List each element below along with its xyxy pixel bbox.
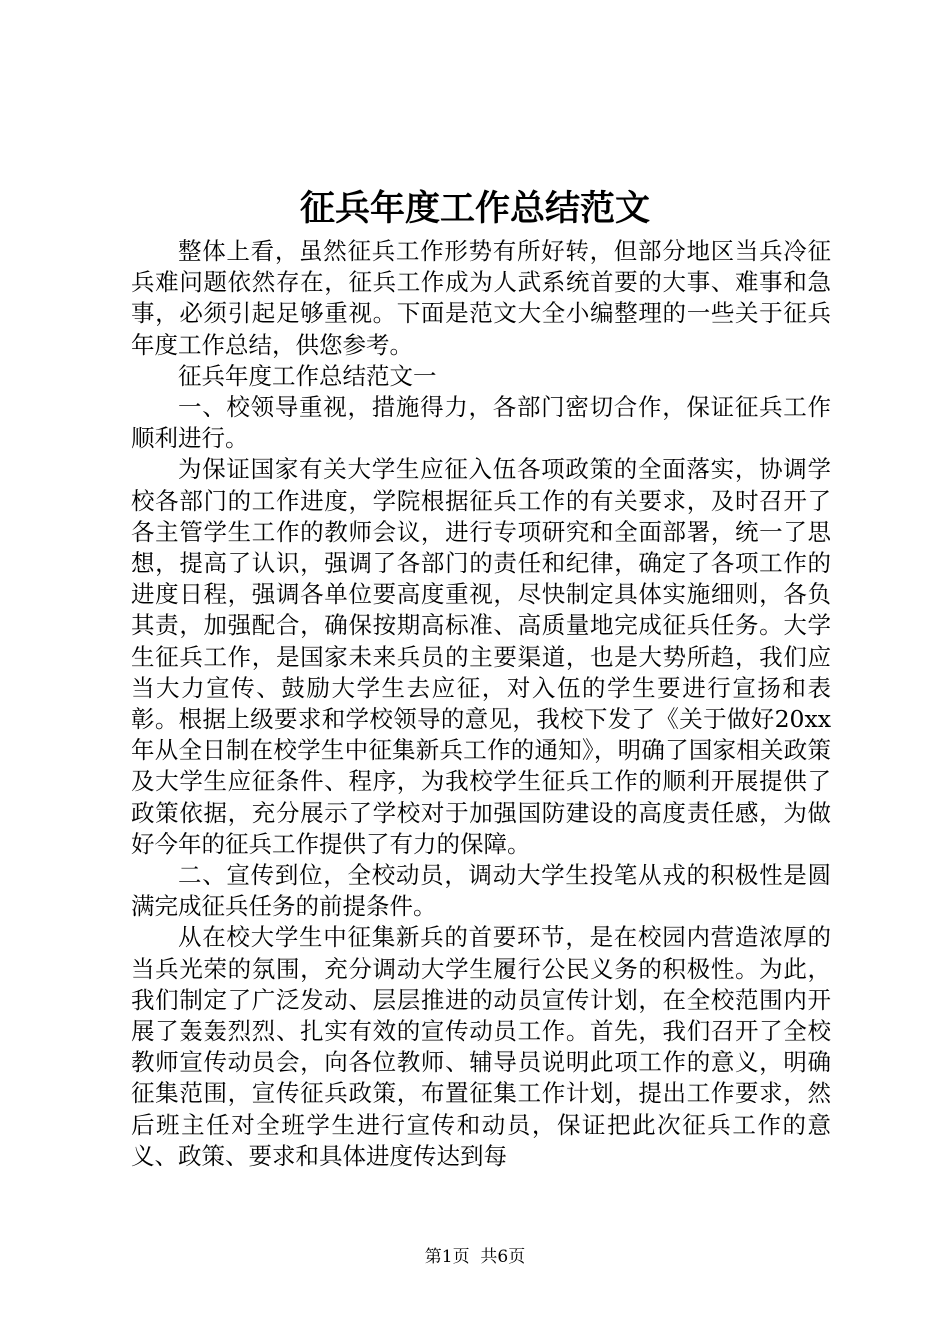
document-body <box>131 236 831 1172</box>
page-footer <box>0 1246 950 1268</box>
paragraph-point-one: 一、校领导重视，措施得力，各部门密切合作，保证征兵工作顺利进行。 <box>131 393 831 453</box>
document-title: 征兵年度工作总结范文 <box>299 188 650 229</box>
paragraph-body-two: 从在校大学生中征集新兵的首要环节，是在校园内营造浓厚的当兵光荣的氛围，充分调动大学生履行公民义务的积极性。为此，我们制定了广泛发动、层层推进的动员宣传计划，在全校范围内开展了轰轰烈烈、扎实有效的宣传动员工作。首先，我们召开了全校教师宣传动员会，向各位教师、辅导员说明此项工作的意义，明确征集范围，宣传征兵政策，布置征集工作计划，提出工作要求，然后班主任对全班学生进行宣传和动员，保证把此次征兵工作的意义、政策、要求和具体进度传达到每 <box>131 923 831 1170</box>
paragraph-intro: 整体上看，虽然征兵工作形势有所好转，但部分地区当兵冷征兵难问题依然存在，征兵工作成为人武系统首要的大事、难事和急事，必须引起足够重视。下面是范文大全小编整理的一些关于征兵年度工作总结，供您参考。 <box>131 237 831 359</box>
page-number-label: 第1页 共6页 <box>424 1247 526 1267</box>
paragraph-body-one: 为保证国家有关大学生应征入伍各项政策的全面落实，协调学校各部门的工作进度，学院根据征兵工作的有关要求，及时召开了各主管学生工作的教师会议，进行专项研究和全面部署，统一了思想，提高了认识，强调了各部门的责任和纪律，确定了各项工作的进度日程，强调各单位要高度重视，尽快制定具体实施细则，各负其责，加强配合，确保按期高标准、高质量地完成征兵任务。大学生征兵工作，是国家未来兵员的主要渠道，也是大势所趋，我们应当大力宣传、鼓励大学生去应征，对入伍的学生要进行宣扬和表彰。根据上级要求和学校领导的意见，我校下发了《关于做好20xx年从全日制在校学生中征集新兵工作的通知》，明确了国家相关政策及大学生应征条件、程序，为我校学生征兵工作的顺利开展提供了政策依据，充分展示了学校对于加强国防建设的高度责任感，为做好今年的征兵工作提供了有力的保障。 <box>131 455 831 858</box>
section-heading: 征兵年度工作总结范文一 <box>178 361 437 390</box>
paragraph-point-two: 二、宣传到位，全校动员，调动大学生投笔从戎的积极性是圆满完成征兵任务的前提条件。 <box>131 861 831 921</box>
